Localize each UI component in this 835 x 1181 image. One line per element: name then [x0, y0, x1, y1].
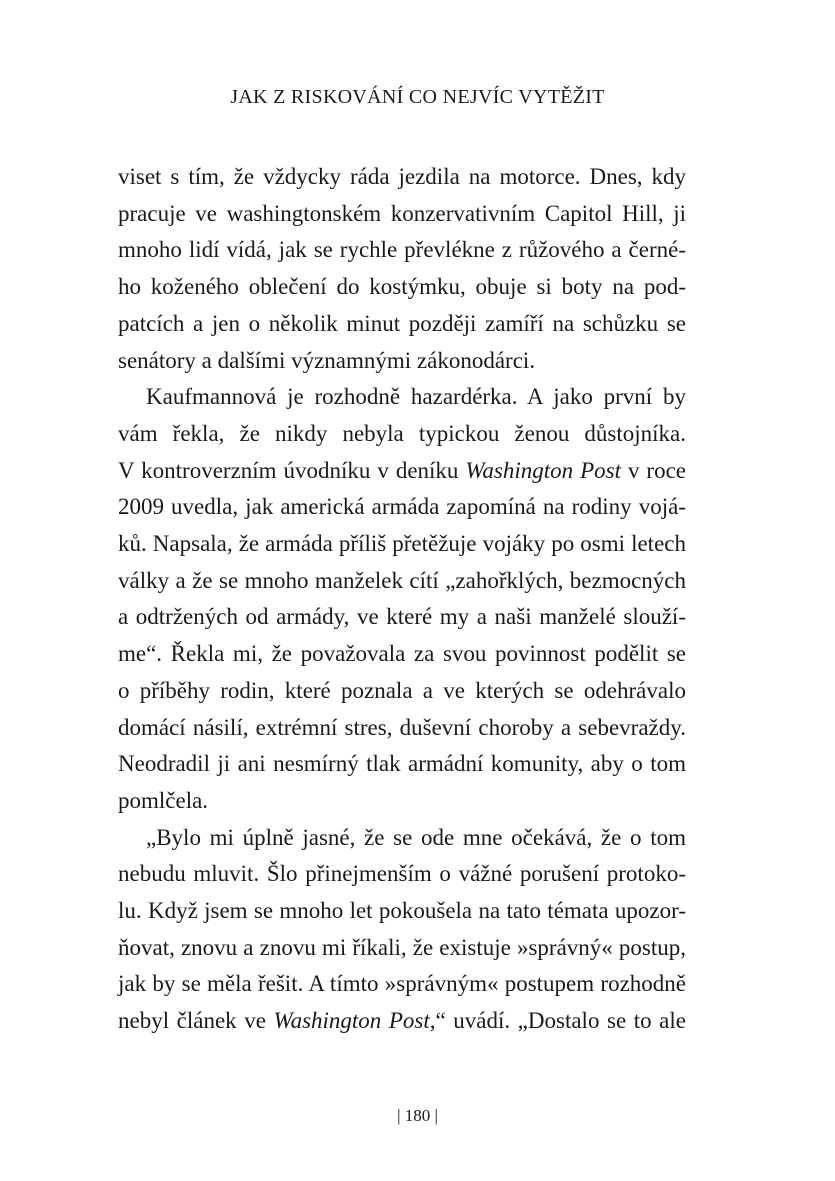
text-line: války a že se mnoho manželek cítí „zahořklých, bezmocných	[118, 567, 686, 593]
text-line: pomlčela.	[118, 787, 209, 813]
paragraph-2	[118, 379, 686, 819]
text-line	[118, 453, 686, 490]
text-fragment: nebyl článek ve	[118, 1008, 274, 1034]
text-line: „Bylo mi úplně jasné, že se ode mne očekává, že o tom	[146, 824, 686, 850]
text-line: senátory a dalšími významnými zákonodárci.	[118, 347, 536, 373]
text-line: nebudu mluvit. Šlo přinejmenším o vážné porušení protoko-	[118, 861, 686, 887]
text-line: 2009 uvedla, jak americká armáda zapomíná na rodiny vojá-	[118, 494, 686, 520]
paragraph-1	[118, 159, 686, 379]
text-line: Kaufmannová je rozhodně hazardérka. A jako první by	[146, 384, 686, 410]
page-number: | 180 |	[397, 1106, 438, 1125]
text-line: ho koženého oblečení do kostýmku, obuje si boty na pod-	[118, 274, 686, 300]
text-line: lu. Když jsem se mnoho let pokoušela na tato témata upozor-	[118, 898, 686, 924]
text-line: a odtržených od armády, ve které my a naši manželé slouží-	[118, 604, 686, 630]
text-line: pracuje ve washingtonském konzervativním Capitol Hill, ji	[118, 200, 686, 226]
text-fragment: v roce	[621, 457, 687, 483]
text-line: Neodradil ji ani nesmírný tlak armádní komunity, aby o tom	[118, 751, 686, 777]
text-line: o příběhy rodin, které poznala a ve kterých se odehrávalo	[118, 677, 686, 703]
paragraph-3	[118, 820, 686, 1040]
text-line: me“. Řekla mi, že považovala za svou povinnost podělit se	[118, 641, 686, 667]
text-line	[118, 1003, 686, 1040]
text-line: mnoho lidí vídá, jak se rychle převlékne z růžového a černé-	[118, 237, 686, 263]
text-line: ků. Napsala, že armáda příliš přetěžuje vojáky po osmi letech	[118, 531, 686, 557]
text-line: viset s tím, že vždycky ráda jezdila na motorce. Dnes, kdy	[118, 164, 686, 189]
body-text	[118, 159, 686, 1040]
text-line: jak by se měla řešit. A tímto »správným« postupem rozhodně	[118, 971, 686, 997]
text-line: domácí násilí, extrémní stres, duševní choroby a sebevraždy.	[118, 714, 686, 740]
text-line: patcích a jen o několik minut později zamíří na schůzku se	[118, 310, 686, 336]
running-header: JAK Z RISKOVÁNÍ CO NEJVÍC VYTĚŽIT	[230, 86, 605, 108]
text-line: vám řekla, že nikdy nebyla typickou ženou důstojníka.	[118, 420, 686, 446]
newspaper-title: Washington Post	[273, 1008, 430, 1034]
text-fragment: V kontroverzním úvodníku v deníku	[118, 457, 466, 483]
text-line: ňovat, znovu a znovu mi říkali, že existuje »správný« postup,	[118, 934, 686, 960]
text-fragment: ,“ uvádí. „Dostalo se to ale	[429, 1008, 686, 1034]
newspaper-title: Washington Post	[465, 457, 622, 483]
